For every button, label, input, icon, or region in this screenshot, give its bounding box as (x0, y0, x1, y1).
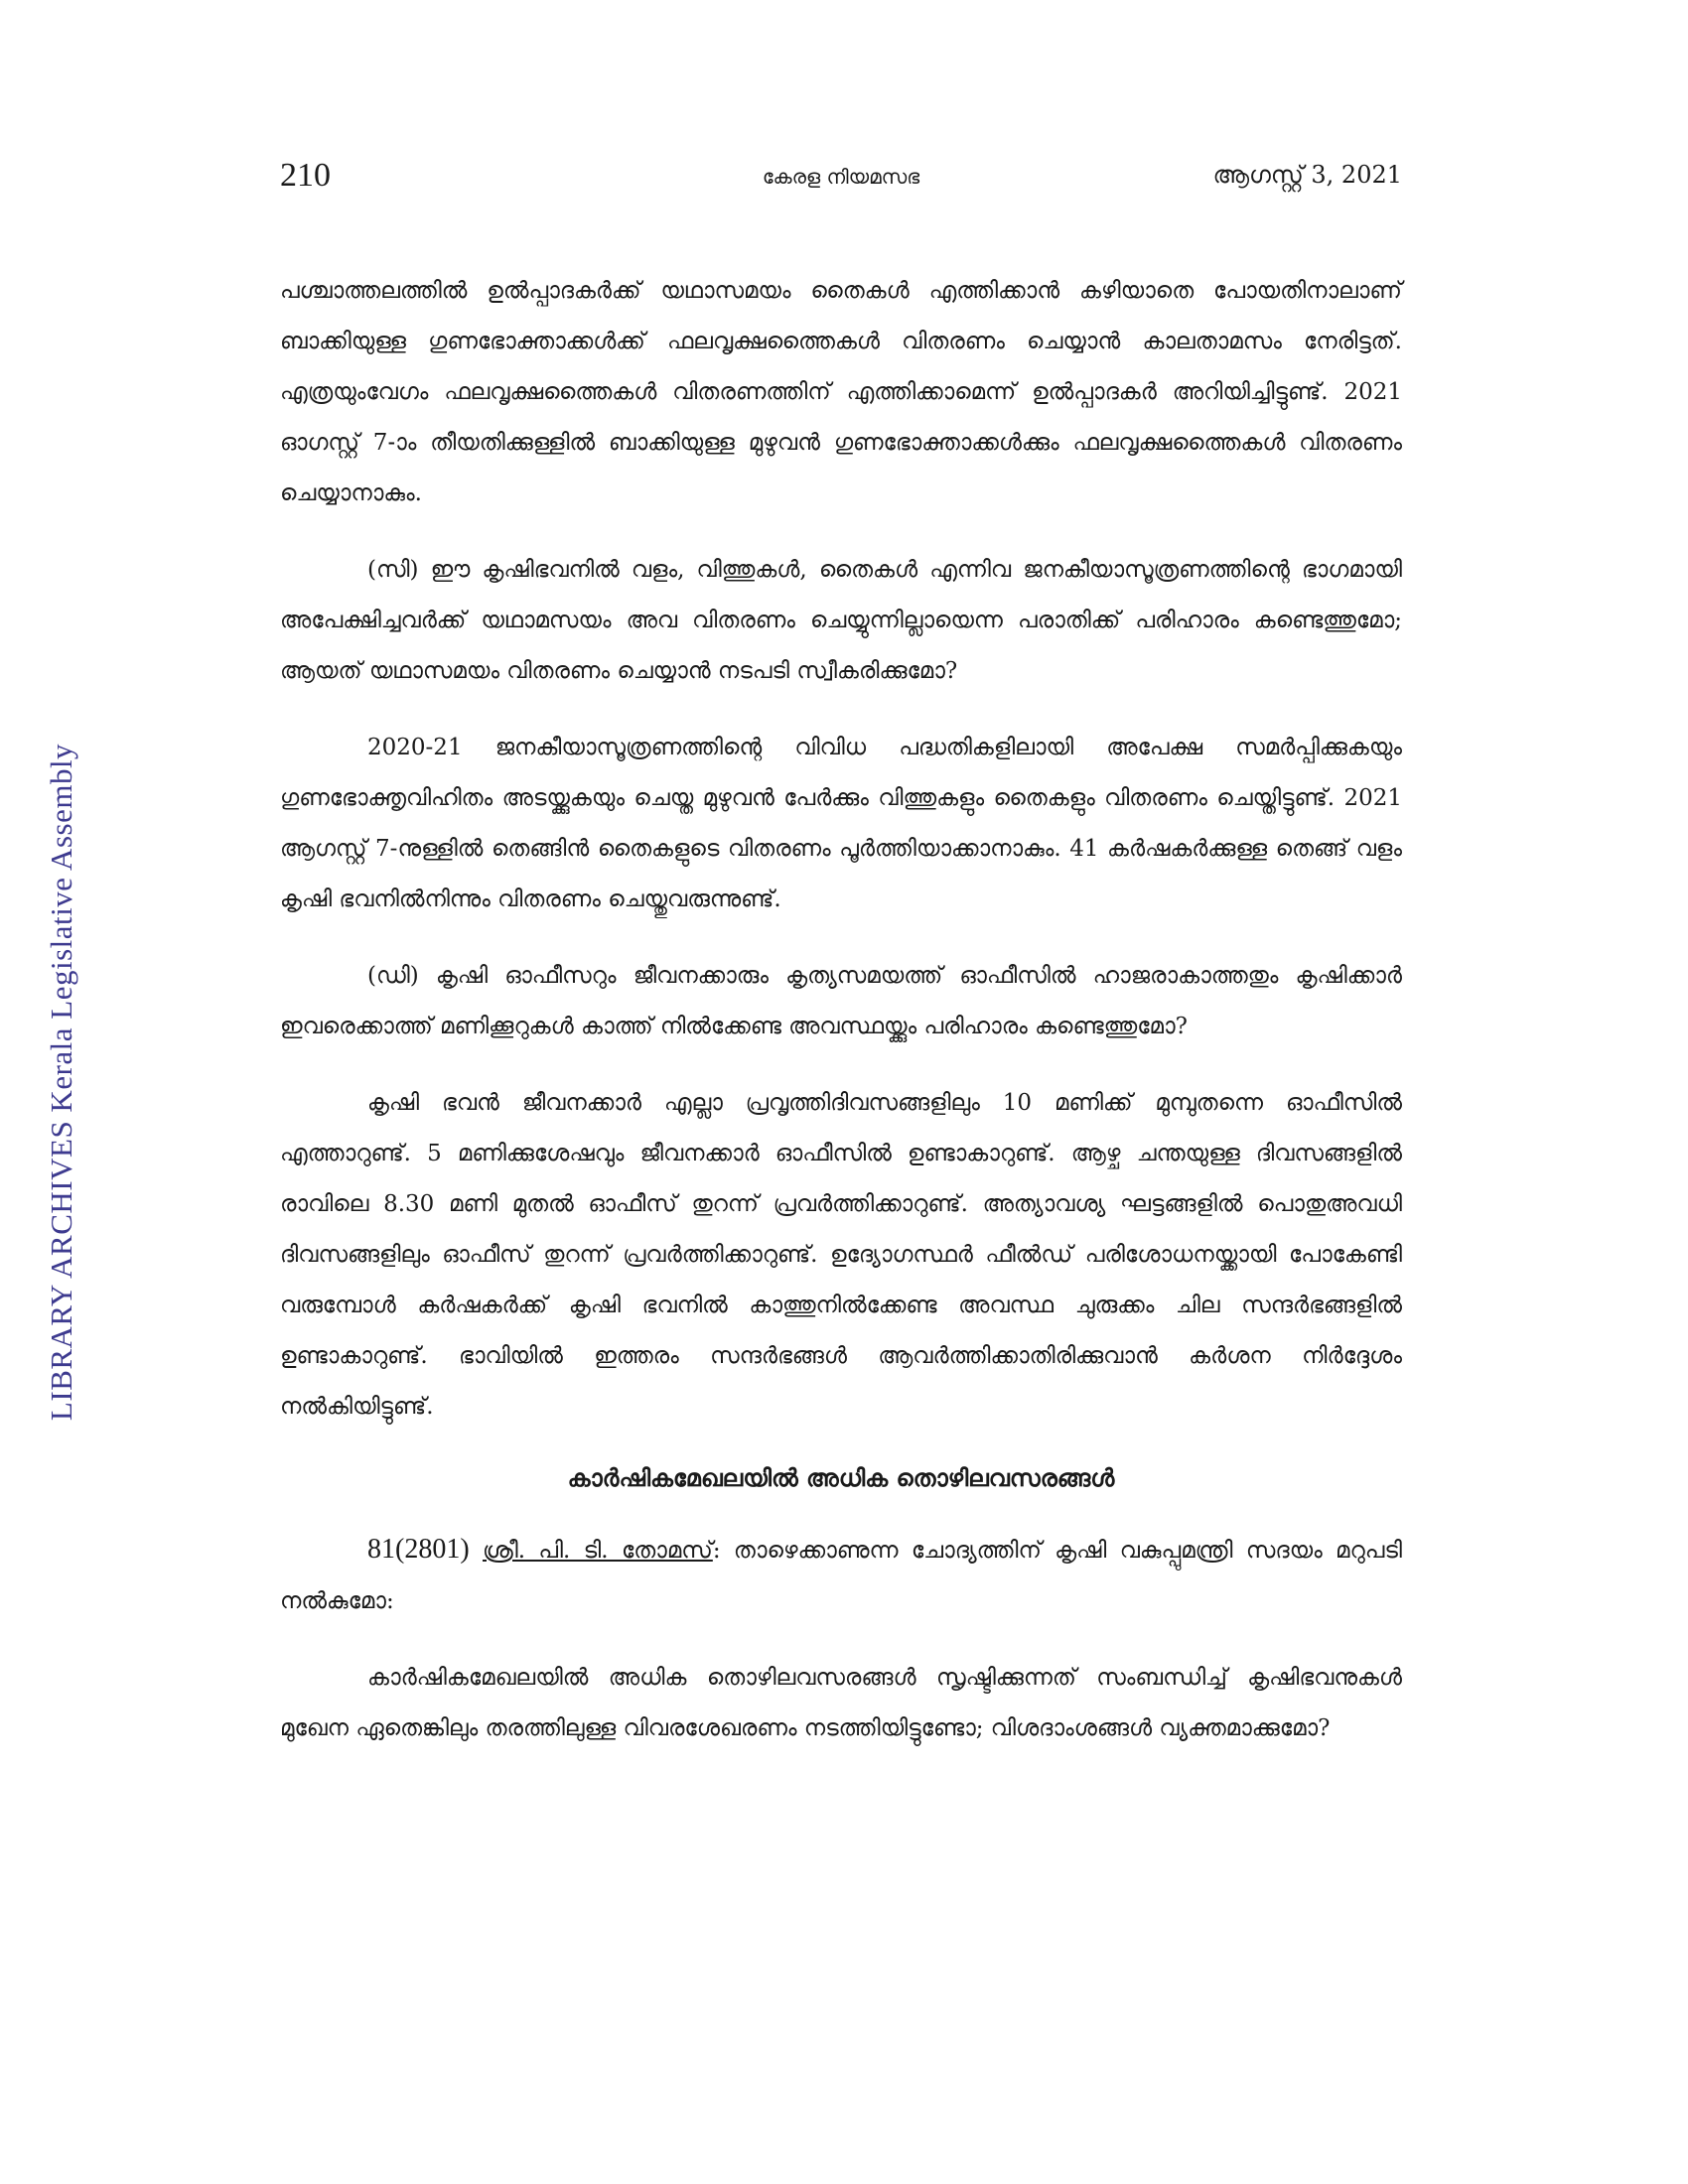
answer-d: കൃഷി ഭവൻ ജീവനക്കാർ എല്ലാ പ്രവൃത്തിദിവസങ്ങളിലും 10 മണിക്ക് മുമ്പുതന്നെ ഓഫീസിൽ എത്താറുണ്ട്. 5 മണിക്കുശേഷവും ജീവനക്കാർ ഓഫീസിൽ ഉണ്ടാകാറുണ്ട്. ആഴ്ച ചന്തയുള്ള ദിവസങ്ങളിൽ രാവിലെ 8.30 മണി മുതൽ ഓഫീസ് തുറന്ന് പ്രവർത്തിക്കാറുണ്ട്. അത്യാവശ്യ ഘട്ടങ്ങളിൽ പൊതുഅവധി ദിവസങ്ങളിലും ഓഫീസ് തുറന്ന് പ്രവർത്തിക്കാറുണ്ട്. ഉദ്യോഗസ്ഥർ ഫീൽഡ് പരിശോധനയ്ക്കായി പോകേണ്ടി വരുമ്പോൾ കർഷകർക്ക് കൃഷി ഭവനിൽ കാത്തുനിൽക്കേണ്ട അവസ്ഥ ചുരുക്കം ചില സന്ദർഭങ്ങളിൽ ഉണ്ടാകാറുണ്ട്. ഭാവിയിൽ ഇത്തരം സന്ദർഭങ്ങൾ ആവർത്തിക്കാതിരിക്കുവാൻ കർശന നിർദ്ദേശം നൽകിയിട്ടുണ്ട്. (280, 1090, 1402, 1420)
library-archives-stamp: LIBRARY ARCHIVES Kerala Legislative Assembly (44, 743, 78, 1422)
question-81-intro (280, 1524, 1402, 1627)
question-d: (ഡി) കൃഷി ഓഫീസറും ജീവനക്കാരും കൃത്യസമയത്ത് ഓഫീസിൽ ഹാജരാകാത്തതും കൃഷിക്കാർ ഇവരെക്കാത്ത് മണിക്കൂറുകൾ കാത്ത് നിൽക്കേണ്ട അവസ്ഥയ്ക്കും പരിഹാരം കണ്ടെത്തുമോ? (280, 963, 1402, 1039)
page-number: 210 (280, 157, 331, 194)
question-81-a: കാർഷികമേഖലയിൽ അധിക തൊഴിലവസരങ്ങൾ സൃഷ്ടിക്കുന്നത് സംബന്ധിച്ച് കൃഷിഭവനുകൾ മുഖേന ഏതെങ്കിലും തരത്തിലുള്ള വിവരശേഖരണം നടത്തിയിട്ടുണ്ടോ; വിശദാംശങ്ങൾ വ്യക്തമാക്കുമോ? (280, 1665, 1402, 1741)
session-date: ആഗസ്റ്റ് 3, 2021 (1212, 161, 1402, 189)
running-title: കേരള നിയമസഭ (762, 165, 920, 189)
section-heading: കാർഷികമേഖലയിൽ അധിക തൊഴിലവസരങ്ങൾ (567, 1463, 1115, 1492)
question-number: 81(2801) (367, 1534, 470, 1565)
question-intro-text: : താഴെക്കാണുന്ന ചോദ്യത്തിന് കൃഷി വകുപ്പുമന്ത്രി സദയം മറുപടി നൽകുമോ: (280, 1538, 1402, 1614)
question-c: (സി) ഈ കൃഷിഭവനിൽ വളം, വിത്തുകൾ, തൈകൾ എന്നിവ ജനകീയാസൂത്രണത്തിന്റെ ഭാഗമായി അപേക്ഷിച്ചവർക്ക് യഥാമസയം അവ വിതരണം ചെയ്യുന്നില്ലായെന്ന പരാതിക്ക് പരിഹാരം കണ്ടെത്തുമോ; ആയത് യഥാസമയം വിതരണം ചെയ്യാൻ നടപടി സ്വീകരിക്കുമോ? (280, 557, 1402, 684)
member-name: ശ്രീ. പി. ടി. തോമസ് (483, 1538, 713, 1564)
page-content (280, 266, 1402, 1780)
answer-c: 2020-21 ജനകീയാസൂത്രണത്തിന്റെ വിവിധ പദ്ധതികളിലായി അപേക്ഷ സമർപ്പിക്കുകയും ഗുണഭോക്തൃവിഹിതം അടയ്ക്കുകയും ചെയ്ത മുഴുവൻ പേർക്കും വിത്തുകളും തൈകളും വിതരണം ചെയ്തിട്ടുണ്ട്. 2021 ആഗസ്റ്റ് 7-നുള്ളിൽ തെങ്ങിൻ തൈകളുടെ വിതരണം പൂർത്തിയാക്കാനാകും. 41 കർഷകർക്കുള്ള തെങ്ങ് വളം കൃഷി ഭവനിൽനിന്നും വിതരണം ചെയ്തുവരുന്നുണ്ട്. (280, 735, 1402, 912)
answer-b-continued: പശ്ചാത്തലത്തിൽ ഉൽപ്പാദകർക്ക് യഥാസമയം തൈകൾ എത്തിക്കാൻ കഴിയാതെ പോയതിനാലാണ് ബാക്കിയുള്ള ഗുണഭോക്താക്കൾക്ക് ഫലവൃക്ഷത്തൈകൾ വിതരണം ചെയ്യാൻ കാലതാമസം നേരിട്ടത്. എത്രയുംവേഗം ഫലവൃക്ഷത്തൈകൾ വിതരണത്തിന് എത്തിക്കാമെന്ന് ഉൽപ്പാദകർ അറിയിച്ചിട്ടുണ്ട്. 2021 ഓഗസ്റ്റ് 7-ാം തീയതിക്കുള്ളിൽ ബാക്കിയുള്ള മുഴുവൻ ഗുണഭോക്താക്കൾക്കും ഫലവൃക്ഷത്തൈകൾ വിതരണം ചെയ്യാനാകും. (280, 278, 1402, 506)
page-header (280, 157, 1402, 206)
